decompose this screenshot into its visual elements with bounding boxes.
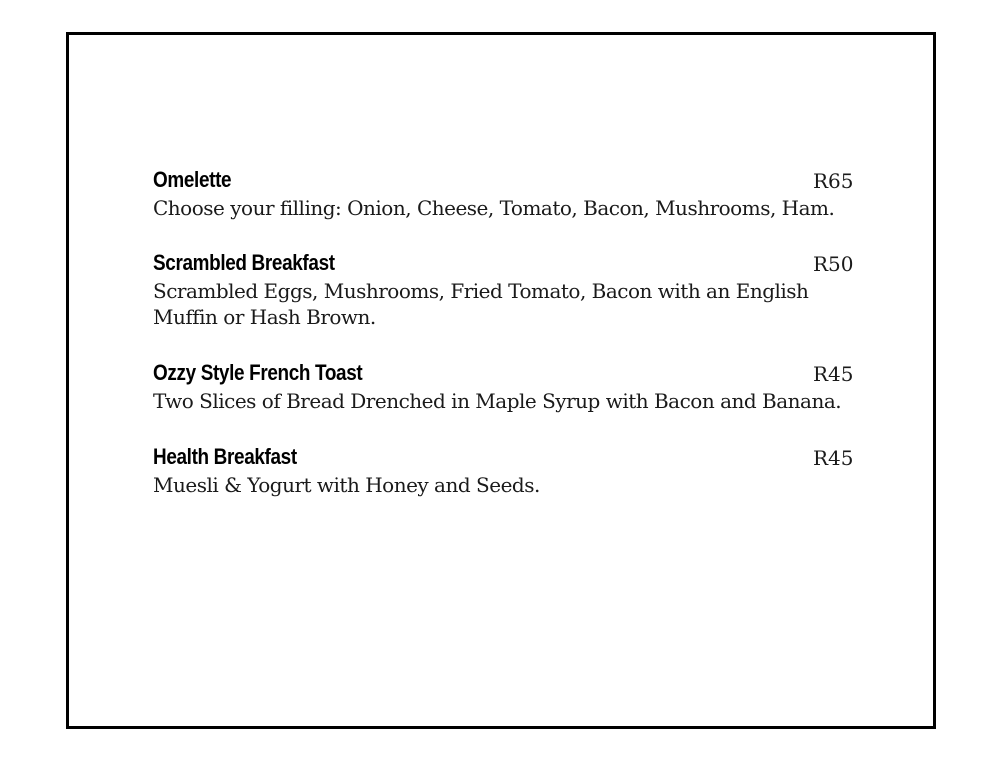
- menu-item-description: Two Slices of Bread Drenched in Maple Syrup with Bacon and Banana.: [153, 389, 842, 413]
- menu-item-scrambled-breakfast: [153, 248, 873, 330]
- menu-item-header: [153, 248, 873, 278]
- menu-item-description: Choose your filling: Onion, Cheese, Tomato, Bacon, Mushrooms, Ham.: [153, 196, 835, 220]
- menu-item-health-breakfast: [153, 442, 873, 498]
- menu-item-french-toast: [153, 358, 883, 414]
- menu-card: [66, 32, 936, 729]
- menu-item-price: R50: [813, 252, 854, 276]
- menu-item-name: Health Breakfast: [153, 444, 297, 469]
- menu-item-price: R45: [813, 446, 854, 470]
- menu-item-name: Scrambled Breakfast: [153, 250, 335, 275]
- menu-item-price: R65: [813, 169, 854, 193]
- menu-item-header: [153, 358, 883, 388]
- menu-item-name: Ozzy Style French Toast: [153, 360, 363, 385]
- menu-item-name: Omelette: [153, 167, 232, 192]
- menu-item-description: Scrambled Eggs, Mushrooms, Fried Tomato, Bacon with an English Muffin or Hash Brown.: [153, 279, 809, 329]
- menu-item-omelette: [153, 165, 873, 221]
- menu-item-header: [153, 442, 873, 472]
- menu-item-description: Muesli & Yogurt with Honey and Seeds.: [153, 473, 540, 497]
- menu-item-header: [153, 165, 873, 195]
- menu-item-price: R45: [813, 362, 854, 386]
